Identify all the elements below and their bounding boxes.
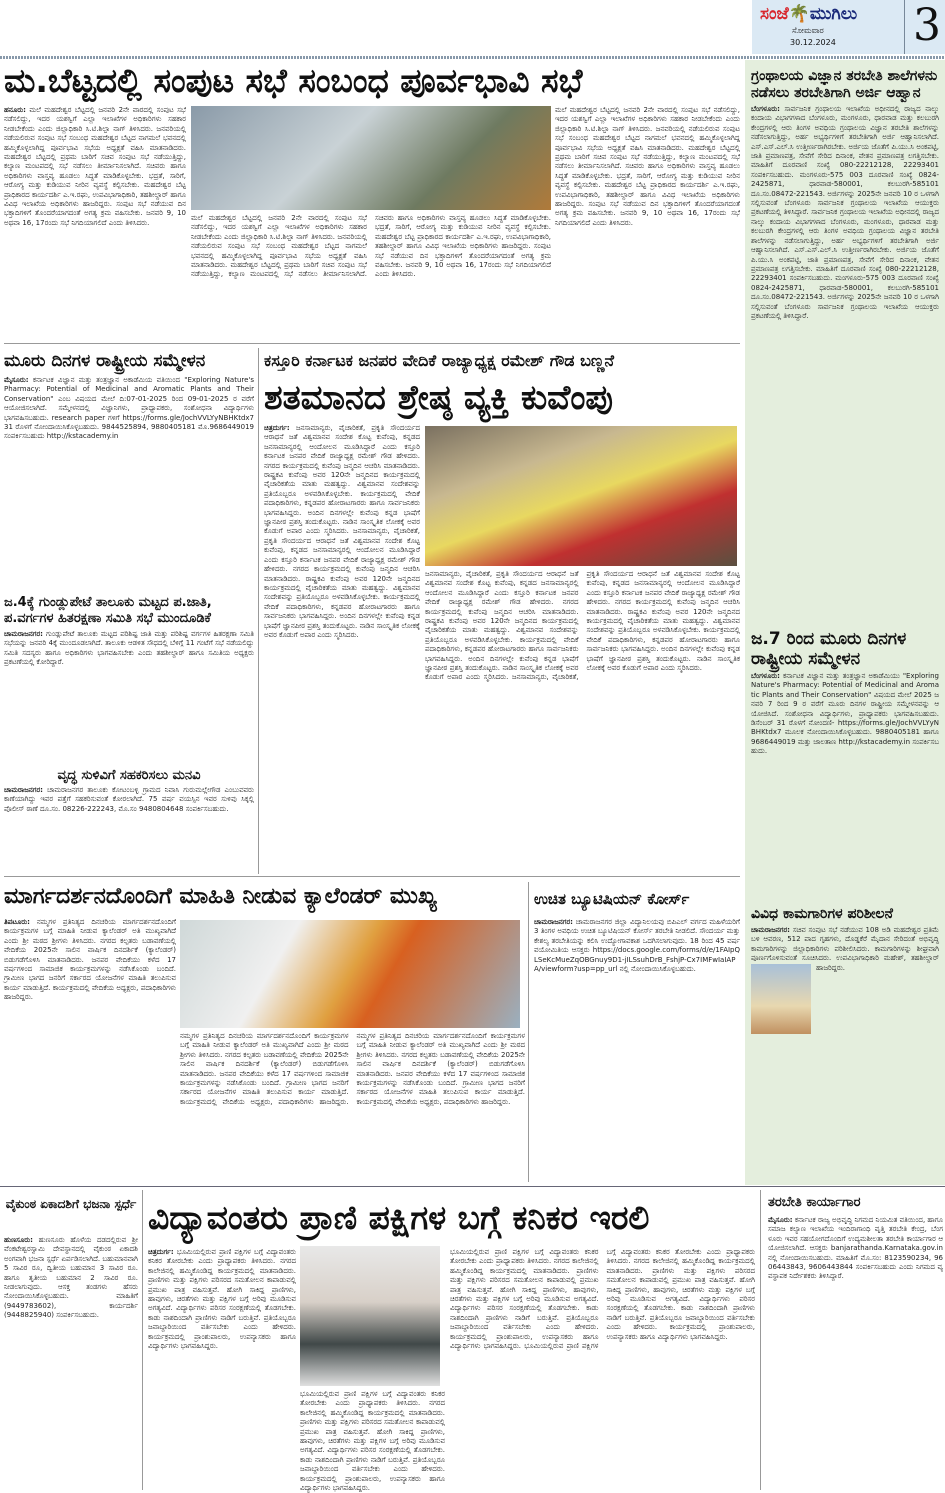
story5-body-col2 xyxy=(425,570,740,874)
sidebar-s1-text: ಸಾರ್ವಜನಿಕ ಗ್ರಂಥಾಲಯ ಇಲಾಖೆಯ ಅಧೀನದಲ್ಲಿ ರಾಜ್ಯದ ನಾಲ್ಕು ಕಂದಾಯ ವಿಭಾಗಗಳಾದ ಬೆಂಗಳೂರು, ಮಂಗಳೂರು, ಧಾರವಾಡ ಮತ್ತು ಕಲಬುರಗಿ ಕೇಂದ್ರಗಳಲ್ಲಿ ಆರು ತಿಂಗಳ ಅವಧಿಯ ಗ್ರಂಥಾಲಯ ವಿಜ್ಞಾನ ತರಬೇತಿ ಶಾಲೆಗಳನ್ನು ನಡೆಸಲಾಗುತ್ತಿದ್ದು, ಅರ್ಹ ಅಭ್ಯರ್ಥಿಗಳಿಗೆ ತರಬೇತಿಗಾಗಿ ಅರ್ಜಿ ಆಹ್ವಾನಿಸಲಾಗಿದೆ. ಎಸ್.ಎಸ್.ಎಲ್.ಸಿ ಉತ್ತೀರ್ಣರಾಗಿರಬೇಕು. ಅರ್ಜಿಯ ಜೊತೆಗೆ ಪಿ.ಯು.ಸಿ ಅಂಕಪಟ್ಟಿ, ಜಾತಿ ಪ್ರಮಾಣಪತ್ರ, ಸೇವೆಗೆ ಸೇರಿದ ದಿನಾಂಕ, ವೇತನ ಪ್ರಮಾಣಪತ್ರ ಲಗತ್ತಿಸಬೇಕು. ಮಾಹಿತಿಗೆ ದೂರವಾಣಿ ಸಂಖ್ಯೆ 080-22212128, 22293401 ಸಂಪರ್ಕಿಸಬಹುದು. ಮಂಗಳೂರು-575 003 ದೂರವಾಣಿ ಸಂಖ್ಯೆ 0824-2425871, ಧಾರವಾಡ-580001, ಕಲಬುರಗಿ-585101 ದೂ.ಸಂ.08472-221543. ಅರ್ಜಿಗಳನ್ನು 2025ನೇ ಜನವರಿ 10 ರ ಒಳಗಾಗಿ ಸಲ್ಲಿಸುವಂತೆ ಬೆಂಗಳೂರು ಸಾರ್ವಜನಿಕ ಗ್ರಂಥಾಲಯ ಇಲಾಖೆಯ ಆಯುಕ್ತರು ಪ್ರಕಟಣೆಯಲ್ಲಿ ತಿಳಿಸಿದ್ದಾರೆ. xyxy=(751,105,939,217)
story1-body-col1 xyxy=(4,106,186,340)
issue-date: 30.12.2024 xyxy=(790,38,836,47)
story5-text-cont2: ಜನಸಾಮಾನ್ಯರು, ವೈಚಾರಿಕತೆ, ಪ್ರಕೃತಿ ಸೌಂದರ್ಯದ ಆರಾಧನೆ ಜತೆ ವಿಶ್ವಮಾನವ ಸಂದೇಶ ಕೊಟ್ಟ ಕುವೆಂಪು, ಕನ್ನಡದ ಜನಸಾಮಾನ್ಯರಲ್ಲಿ ಆಂದೋಲನ ಮೂಡಿಸಿದ್ದಾರೆ ಎಂದು ಕಸ್ತೂರಿ ಕರ್ನಾಟಕ ಜನಪರ ವೇದಿಕೆ ರಾಜ್ಯಾಧ್ಯಕ್ಷ ರಮೇಶ್ ಗೌಡ ಹೇಳಿದರು. ನಗರದ ಕಾರ್ಯಕ್ರಮದಲ್ಲಿ ಕುವೆಂಪು ಜನ್ಮದಿನ ಆಚರಿಸಿ ಮಾತನಾಡಿದರು. ರಾಷ್ಟ್ರಕವಿ ಕುವೆಂಪು ಅವರ 120ನೇ ಜನ್ಮದಿನದ ಕಾರ್ಯಕ್ರಮದಲ್ಲಿ ವೈಚಾರಿಕತೆಯ ಮಾತು ಮಹತ್ವದ್ದು. ವಿಶ್ವಮಾನವ ಸಂದೇಶವನ್ನು ಪ್ರತಿಯೊಬ್ಬರೂ ಅಳವಡಿಸಿಕೊಳ್ಳಬೇಕು. ಕಾರ್ಯಕ್ರಮದಲ್ಲಿ ವೇದಿಕೆ ಪದಾಧಿಕಾರಿಗಳು, ಕನ್ನಡಪರ ಹೋರಾಟಗಾರರು ಹಾಗೂ ಸಾರ್ವಜನಿಕರು ಭಾಗವಹಿಸಿದ್ದರು. ಅಂದಿನ ದಿನಗಳಲ್ಲೇ ಕುವೆಂಪು ಕನ್ನಡ ಭಾಷೆಗೆ ಜ್ಞಾನಪೀಠ ಪ್ರಶಸ್ತಿ ತಂದುಕೊಟ್ಟರು. ನಾಡಿನ ಸಾಂಸ್ಕೃತಿಕ ಲೋಕಕ್ಕೆ ಅವರ ಕೊಡುಗೆ ಅಪಾರ ಎಂದು ಸ್ಮರಿಸಿದರು. xyxy=(425,570,579,682)
story9-headline: ವಿದ್ಯಾವಂತರು ಪ್ರಾಣಿ ಪಕ್ಷಿಗಳ ಬಗ್ಗೆ ಕನಿಕರ ಇರಲಿ xyxy=(148,1198,650,1237)
story7-headline: ಉಚಿತ ಬ್ಯೂಟಿಷಿಯನ್ ಕೋರ್ಸ್ xyxy=(534,890,690,908)
story7-body xyxy=(534,918,740,1180)
story1-text: ಮಲೆ ಮಹದೇಶ್ವರ ಬೆಟ್ಟದಲ್ಲಿ ಜನವರಿ 2ನೇ ವಾರದಲ್ಲಿ ಸಂಪುಟ ಸಭೆ ನಡೆಸಲಿದ್ದು, ಇದರ ಯಶಸ್ವಿಗೆ ಎಲ್ಲಾ ಇಲಾಖೆಗಳ ಅಧಿಕಾರಿಗಳು ಸಹಕಾರ ನೀಡಬೇಕೆಂದು ಎಂದು ಜಿಲ್ಲಾಧಿಕಾರಿ ಸಿ.ಟಿ.ಶಿಲ್ಪಾ ನಾಗ್ ತಿಳಿಸಿದರು. ಜನವರಿಯಲ್ಲಿ ನಡೆಯಲಿರುವ ಸಂಪುಟ ಸಭೆ ಸಂಬಂಧ ಮಹದೇಶ್ವರ ಬೆಟ್ಟದ ನಾಗಮಲೆ ಭವನದಲ್ಲಿ ಹಮ್ಮಿಕೊಳ್ಳಲಾಗಿದ್ದ ಪೂರ್ವಭಾವಿ ಸಭೆಯ ಅಧ್ಯಕ್ಷತೆ ವಹಿಸಿ ಮಾತನಾಡಿದರು. ಮಹದೇಶ್ವರ ಬೆಟ್ಟದಲ್ಲಿ ಪ್ರಥಮ ಬಾರಿಗೆ ಸಚಿವ ಸಂಪುಟ ಸಭೆ ನಡೆಯುತ್ತಿದ್ದು, ಕಲ್ಯಾಣ ಮಂಟಪದಲ್ಲಿ ಸಭೆ ನಡೆಸಲು ತೀರ್ಮಾನಿಸಲಾಗಿದೆ. ಸಚಿವರು ಹಾಗೂ ಅಧಿಕಾರಿಗಳು ವಾಸ್ತವ್ಯ ಹೂಡಲು ಸಿದ್ಧತೆ ಮಾಡಿಕೊಳ್ಳಬೇಕು. ಭದ್ರತೆ, ಸಾರಿಗೆ, ಆರೋಗ್ಯ ಮತ್ತು ಕುಡಿಯುವ ನೀರಿನ ವ್ಯವಸ್ಥೆ ಕಲ್ಪಿಸಬೇಕು. ಮಹದೇಶ್ವರ ಬೆಟ್ಟ ಪ್ರಾಧಿಕಾರದ ಕಾರ್ಯದರ್ಶಿ ಎ.ಇ.ರಘು, ಉಪವಿಭಾಗಾಧಿಕಾರಿ, ತಹಶೀಲ್ದಾರ್ ಹಾಗೂ ವಿವಿಧ ಇಲಾಖೆಯ ಅಧಿಕಾರಿಗಳು ಹಾಜರಿದ್ದರು. ಸಂಪುಟ ಸಭೆ ನಡೆಯುವ ದಿನ ಭಕ್ತಾದಿಗಳಿಗೆ ತೊಂದರೆಯಾಗದಂತೆ ಅಗತ್ಯ ಕ್ರಮ ವಹಿಸಬೇಕು. ಜನವರಿ 9, 10 ಅಥವಾ 16, 17ರಂದು ಸಭೆ ನಿಗದಿಯಾಗಲಿದೆ ಎಂದು ತಿಳಿಸಿದರು. xyxy=(4,106,186,227)
story8-body xyxy=(4,1236,138,1486)
story6-headline: ಮಾರ್ಗದರ್ಶನದೊಂದಿಗೆ ಮಾಹಿತಿ ನೀಡುವ ಕ್ಯಾಲೆಂಡರ್ ಮುಖ್ಯ xyxy=(4,884,437,909)
story2-headline: ಮೂರು ದಿನಗಳ ರಾಷ್ಟ್ರೀಯ ಸಮ್ಮೇಳನ xyxy=(4,351,206,371)
dateline: ಹನೂರು: xyxy=(4,106,26,114)
story9-photo xyxy=(300,1246,440,1386)
story1-headline: ಮ.ಬೆಟ್ಟದಲ್ಲಿ ಸಂಪುಟ ಸಭೆ ಸಂಬಂಧ ಪೂರ್ವಭಾವಿ ಸಭೆ xyxy=(4,61,583,100)
dateline: ತಿಪಟೂರು: xyxy=(4,918,30,926)
story6-text: ನಮ್ಮಗಳ ಪ್ರತಿನಿತ್ಯದ ದಿನಚರಿಯ ಮಾರ್ಗದರ್ಶನದೊಂದಿಗೆ ಕಾರ್ಯಕ್ರಮಗಳ ಬಗ್ಗೆ ಮಾಹಿತಿ ನೀಡುವ ಕ್ಯಾಲೆಂಡರ್ ಅತಿ ಮುಖ್ಯವಾಗಿದೆ ಎಂದು ಶ್ರೀ ಮಠದ ಶ್ರೀಗಳು ತಿಳಿಸಿದರು. ನಗರದ ಕಲ್ಪತರು ಬಡಾವಣೆಯಲ್ಲಿ ವೇದಿಕೆಯ 2025ನೇ ಸಾಲಿನ ವಾರ್ಷಿಕ ದಿನದರ್ಶಿಕೆ (ಕ್ಯಾಲೆಂಡರ್) ಬಿಡುಗಡೆಗೊಳಿಸಿ ಮಾತನಾಡಿದರು. ಜನಪರ ವೇದಿಕೆಯು ಕಳೆದ 17 ವರ್ಷಗಳಿಂದ ಸಾಮಾಜಿಕ ಕಾರ್ಯಕ್ರಮಗಳನ್ನು ನಡೆಸಿಕೊಂಡು ಬಂದಿದೆ. ಗ್ರಾಮೀಣ ಭಾಗದ ಜನರಿಗೆ ಸರ್ಕಾರದ ಯೋಜನೆಗಳ ಮಾಹಿತಿ ತಲುಪಿಸುವ ಕಾರ್ಯ ಮಾಡುತ್ತಿದೆ. ಕಾರ್ಯಕ್ರಮದಲ್ಲಿ ವೇದಿಕೆಯ ಅಧ್ಯಕ್ಷರು, ಪದಾಧಿಕಾರಿಗಳು ಹಾಜರಿದ್ದರು. xyxy=(4,918,177,1002)
story2-body xyxy=(4,376,254,590)
story8-headline: ವೈಕುಂಠ ಏಕಾದಶಿಗೆ ಭಜನಾ ಸ್ಪರ್ಧೆ xyxy=(5,1197,137,1211)
story1-body-col3 xyxy=(555,106,740,340)
story4-text: ಚಾಮರಾಜನಗರ ತಾಲೂಕು ಕೋಟಂಬಳ್ಳಿ ಗ್ರಾಮದ ನಿವಾಸಿ ಗುರುಮಲ್ಲೇಗೌಡ ಎಂಬುವವರು ಕಾಣೆಯಾಗಿದ್ದು ಇವರ ಪತ್ತೆಗೆ ಸಹಕರಿಸುವಂತೆ ಕೋರಲಾಗಿದೆ. 75 ವರ್ಷ ವಯಸ್ಸಿನ ಇವರ ಸುಳಿವು ಸಿಕ್ಕಲ್ಲಿ ಪೊಲೀಸ್ ಠಾಣೆ ದೂ.ಸಂ. 08226-222243, ಮೊ.ಸಂ 9480804648 ಸಂಪರ್ಕಿಸಬಹುದು. xyxy=(4,786,254,813)
dateline: ಮೈಸೂರು: xyxy=(768,1216,793,1224)
story1-body-col2 xyxy=(191,214,551,340)
story8-text: ಹುಣಸೂರು ಹೊಳೆಯ ದಡದಲ್ಲಿರುವ ಶ್ರೀ ವೆಂಕಟೇಶ್ವರಸ್ವಾಮಿ ದೇವಸ್ಥಾನದಲ್ಲಿ ವೈಕುಂಠ ಏಕಾದಶಿ ಅಂಗವಾಗಿ ಭಜನಾ ಸ್ಪರ್ಧೆ ಏರ್ಪಡಿಸಲಾಗಿದೆ. ಬಹುಮಾನವಾಗಿ 5 ಸಾವಿರ ರೂ, ದ್ವಿತೀಯ ಬಹುಮಾನ 3 ಸಾವಿರ ರೂ. ಹಾಗೂ ತೃತೀಯ ಬಹುಮಾನ 2 ಸಾವಿರ ರೂ. ನೀಡಲಾಗುವುದು. ಆಸಕ್ತ ತಂಡಗಳು ಹೆಸರು ನೋಂದಾಯಿಸಿಕೊಳ್ಳಬಹುದು. ಮಾಹಿತಿಗೆ (9449783602), ಕಾರ್ಯದರ್ಶಿ (9448825940) ಸಂಪರ್ಕಿಸಬಹುದು. xyxy=(4,1236,138,1320)
sidebar-s1-text-cont: ಸಾರ್ವಜನಿಕ ಗ್ರಂಥಾಲಯ ಇಲಾಖೆಯ ಅಧೀನದಲ್ಲಿ ರಾಜ್ಯದ ನಾಲ್ಕು ಕಂದಾಯ ವಿಭಾಗಗಳಾದ ಬೆಂಗಳೂರು, ಮಂಗಳೂರು, ಧಾರವಾಡ ಮತ್ತು ಕಲಬುರಗಿ ಕೇಂದ್ರಗಳಲ್ಲಿ ಆರು ತಿಂಗಳ ಅವಧಿಯ ಗ್ರಂಥಾಲಯ ವಿಜ್ಞಾನ ತರಬೇತಿ ಶಾಲೆಗಳನ್ನು ನಡೆಸಲಾಗುತ್ತಿದ್ದು, ಅರ್ಹ ಅಭ್ಯರ್ಥಿಗಳಿಗೆ ತರಬೇತಿಗಾಗಿ ಅರ್ಜಿ ಆಹ್ವಾನಿಸಲಾಗಿದೆ. ಎಸ್.ಎಸ್.ಎಲ್.ಸಿ ಉತ್ತೀರ್ಣರಾಗಿರಬೇಕು. ಅರ್ಜಿಯ ಜೊತೆಗೆ ಪಿ.ಯು.ಸಿ ಅಂಕಪಟ್ಟಿ, ಜಾತಿ ಪ್ರಮಾಣಪತ್ರ, ಸೇವೆಗೆ ಸೇರಿದ ದಿನಾಂಕ, ವೇತನ ಪ್ರಮಾಣಪತ್ರ ಲಗತ್ತಿಸಬೇಕು. ಮಾಹಿತಿಗೆ ದೂರವಾಣಿ ಸಂಖ್ಯೆ 080-22212128, 22293401 ಸಂಪರ್ಕಿಸಬಹುದು. ಮಂಗಳೂರು-575 003 ದೂರವಾಣಿ ಸಂಖ್ಯೆ 0824-2425871, ಧಾರವಾಡ-580001, ಕಲಬುರಗಿ-585101 ದೂ.ಸಂ.08472-221543. ಅರ್ಜಿಗಳನ್ನು 2025ನೇ ಜನವರಿ 10 ರ ಒಳಗಾಗಿ ಸಲ್ಲಿಸುವಂತೆ ಬೆಂಗಳೂರು ಸಾರ್ವಜನಿಕ ಗ್ರಂಥಾಲಯ ಇಲಾಖೆಯ ಆಯುಕ್ತರು ಪ್ರಕಟಣೆಯಲ್ಲಿ ತಿಳಿಸಿದ್ದಾರೆ. xyxy=(751,208,939,320)
sidebar-s1-headline: ಗ್ರಂಥಾಲಯ ವಿಜ್ಞಾನ ತರಬೇತಿ ಶಾಲೆಗಳನು ನಡೆಸಲು ತರಬೇತಿಗಾಗಿ ಅರ್ಜಿ ಆಹ್ವಾನ xyxy=(751,68,938,101)
dateline: ಚಾಮರಾಜನಗರ: xyxy=(534,918,573,926)
issue-day: ಸೋಮವಾರ xyxy=(792,26,824,35)
sidebar-bottom-headline: ತರಬೇತಿ ಕಾರ್ಯಾಗಾರ xyxy=(768,1195,861,1210)
dateline: ಮೈಸೂರು: xyxy=(4,376,29,384)
dateline: ಬೆಂಗಳೂರು: xyxy=(751,672,780,680)
story6-body-col1 xyxy=(4,918,176,1180)
story5-text-cont: ಜನಸಾಮಾನ್ಯರು, ವೈಚಾರಿಕತೆ, ಪ್ರಕೃತಿ ಸೌಂದರ್ಯದ ಆರಾಧನೆ ಜತೆ ವಿಶ್ವಮಾನವ ಸಂದೇಶ ಕೊಟ್ಟ ಕುವೆಂಪು, ಕನ್ನಡದ ಜನಸಾಮಾನ್ಯರಲ್ಲಿ ಆಂದೋಲನ ಮೂಡಿಸಿದ್ದಾರೆ ಎಂದು ಕಸ್ತೂರಿ ಕರ್ನಾಟಕ ಜನಪರ ವೇದಿಕೆ ರಾಜ್ಯಾಧ್ಯಕ್ಷ ರಮೇಶ್ ಗೌಡ ಹೇಳಿದರು. ನಗರದ ಕಾರ್ಯಕ್ರಮದಲ್ಲಿ ಕುವೆಂಪು ಜನ್ಮದಿನ ಆಚರಿಸಿ ಮಾತನಾಡಿದರು. ರಾಷ್ಟ್ರಕವಿ ಕುವೆಂಪು ಅವರ 120ನೇ ಜನ್ಮದಿನದ ಕಾರ್ಯಕ್ರಮದಲ್ಲಿ ವೈಚಾರಿಕತೆಯ ಮಾತು ಮಹತ್ವದ್ದು. ವಿಶ್ವಮಾನವ ಸಂದೇಶವನ್ನು ಪ್ರತಿಯೊಬ್ಬರೂ ಅಳವಡಿಸಿಕೊಳ್ಳಬೇಕು. ಕಾರ್ಯಕ್ರಮದಲ್ಲಿ ವೇದಿಕೆ ಪದಾಧಿಕಾರಿಗಳು, ಕನ್ನಡಪರ ಹೋರಾಟಗಾರರು ಹಾಗೂ ಸಾರ್ವಜನಿಕರು ಭಾಗವಹಿಸಿದ್ದರು. ಅಂದಿನ ದಿನಗಳಲ್ಲೇ ಕುವೆಂಪು ಕನ್ನಡ ಭಾಷೆಗೆ ಜ್ಞಾನಪೀಠ ಪ್ರಶಸ್ತಿ ತಂದುಕೊಟ್ಟರು. ನಾಡಿನ ಸಾಂಸ್ಕೃತಿಕ ಲೋಕಕ್ಕೆ ಅವರ ಕೊಡುಗೆ ಅಪಾರ ಎಂದು ಸ್ಮರಿಸಿದರು. xyxy=(264,527,420,639)
story9-text: ಭೂಮಿಯಲ್ಲಿರುವ ಪ್ರಾಣಿ ಪಕ್ಷಿಗಳ ಬಗ್ಗೆ ವಿದ್ಯಾವಂತರು ಕನಿಕರ ತೋರಬೇಕು ಎಂದು ಪ್ರಾಧ್ಯಾಪಕರು ತಿಳಿಸಿದರು. ನಗರದ ಕಾಲೇಜಿನಲ್ಲಿ ಹಮ್ಮಿಕೊಂಡಿದ್ದ ಕಾರ್ಯಕ್ರಮದಲ್ಲಿ ಮಾತನಾಡಿದರು. ಪ್ರಾಣಿಗಳು ಮತ್ತು ಪಕ್ಷಿಗಳು ಪರಿಸರದ ಸಮತೋಲನ ಕಾಪಾಡುವಲ್ಲಿ ಪ್ರಮುಖ ಪಾತ್ರ ವಹಿಸುತ್ತವೆ. ಹೋಗಿ ಸಾಕಿದ್ದ ಪ್ರಾಣಿಗಳು, ಹಾವುಗಳು, ಚಿರತೆಗಳು ಮತ್ತು ಪಕ್ಷಿಗಳ ಬಗ್ಗೆ ಅರಿವು ಮೂಡಿಸುವ ಅಗತ್ಯವಿದೆ. ವಿದ್ಯಾರ್ಥಿಗಳು ಪರಿಸರ ಸಂರಕ್ಷಣೆಯಲ್ಲಿ ತೊಡಗಬೇಕು. ಕಾಡು ನಾಶದಿಂದಾಗಿ ಪ್ರಾಣಿಗಳು ನಾಡಿಗೆ ಬರುತ್ತಿವೆ. ಪ್ರತಿಯೊಬ್ಬರೂ ಜವಾಬ್ದಾರಿಯಿಂದ ವರ್ತಿಸಬೇಕು ಎಂದು ಹೇಳಿದರು. ಕಾರ್ಯಕ್ರಮದಲ್ಲಿ ಪ್ರಾಂಶುಪಾಲರು, ಉಪನ್ಯಾಸಕರು ಹಾಗೂ ವಿದ್ಯಾರ್ಥಿಗಳು ಭಾಗವಹಿಸಿದ್ದರು. xyxy=(148,1248,296,1351)
story7-text: ಚಾಮರಾಜನಗರ ಜಿಲ್ಲಾ ವಿದ್ಯಾನಿಲಯವು ಬಿಪಿಎಲ್ ವರ್ಗದ ಮಹಿಳೆಯರಿಗೆ 3 ತಿಂಗಳ ಅವಧಿಯ ಉಚಿತ ಬ್ಯೂಟಿಷಿಯನ್ ಕೋರ್ಸ್ ತರಬೇತಿ ನೀಡಲಿದೆ. ಸೌಂದರ್ಯ ಮತ್ತು ಕೇಶಲ್ಯ ತರಬೇತಿಯನ್ನು ಕಲಿಸಿ ಉದ್ಯೋಗಾವಕಾಶ ಒದಗಿಸಲಾಗುವುದು. 18 ರಿಂದ 45 ವರ್ಷ ವಯೋಮಿತಿಯ ಆಸಕ್ತರು https://docs.google.com/forms/d/e/1FAIpQLSeKcMueZqOBGnuy9D1-jILSsuhDrB_FshjP-Cx7IMFwIaIAPA/viewform?usp=pp_url ನಲ್ಲಿ ನೋಂದಾಯಿಸಿಕೊಳ್ಳಬಹುದು. xyxy=(534,918,740,974)
story9-text-cont: ಭೂಮಿಯಲ್ಲಿರುವ ಪ್ರಾಣಿ ಪಕ್ಷಿಗಳ ಬಗ್ಗೆ ವಿದ್ಯಾವಂತರು ಕನಿಕರ ತೋರಬೇಕು ಎಂದು ಪ್ರಾಧ್ಯಾಪಕರು ತಿಳಿಸಿದರು. ನಗರದ ಕಾಲೇಜಿನಲ್ಲಿ ಹಮ್ಮಿಕೊಂಡಿದ್ದ ಕಾರ್ಯಕ್ರಮದಲ್ಲಿ ಮಾತನಾಡಿದರು. ಪ್ರಾಣಿಗಳು ಮತ್ತು ಪಕ್ಷಿಗಳು ಪರಿಸರದ ಸಮತೋಲನ ಕಾಪಾಡುವಲ್ಲಿ ಪ್ರಮುಖ ಪಾತ್ರ ವಹಿಸುತ್ತವೆ. ಹೋಗಿ ಸಾಕಿದ್ದ ಪ್ರಾಣಿಗಳು, ಹಾವುಗಳು, ಚಿರತೆಗಳು ಮತ್ತು ಪಕ್ಷಿಗಳ ಬಗ್ಗೆ ಅರಿವು ಮೂಡಿಸುವ ಅಗತ್ಯವಿದೆ. ವಿದ್ಯಾರ್ಥಿಗಳು ಪರಿಸರ ಸಂರಕ್ಷಣೆಯಲ್ಲಿ ತೊಡಗಬೇಕು. ಕಾಡು ನಾಶದಿಂದಾಗಿ ಪ್ರಾಣಿಗಳು ನಾಡಿಗೆ ಬರುತ್ತಿವೆ. ಪ್ರತಿಯೊಬ್ಬರೂ ಜವಾಬ್ದಾರಿಯಿಂದ ವರ್ತಿಸಬೇಕು ಎಂದು ಹೇಳಿದರು. ಕಾರ್ಯಕ್ರಮದಲ್ಲಿ ಪ್ರಾಂಶುಪಾಲರು, ಉಪನ್ಯಾಸಕರು ಹಾಗೂ ವಿದ್ಯಾರ್ಥಿಗಳು ಭಾಗವಹಿಸಿದ್ದರು. xyxy=(300,1390,445,1493)
dateline: ಚಾಮರಾಜನಗರ: xyxy=(4,630,43,638)
story2-text: ಕರ್ನಾಟಕ ವಿಜ್ಞಾನ ಮತ್ತು ತಂತ್ರಜ್ಞಾನ ಅಕಾಡೆಮಿಯ ವತಿಯಿಂದ "Exploring Nature's Pharmacy: Potential of Medicinal and Aromatic Plants and Their Conservation" ಎಂಬ ವಿಷಯದ ಮೇಲೆ ದಿ:07-01-2025 ರಿಂದ 09-01-2025 ರ ವರೆಗೆ ಆಯೋಜಿಸಲಾಗಿದೆ. ಸಮ್ಮೇಳನದಲ್ಲಿ ವಿಜ್ಞಾನಿಗಳು, ಪ್ರಾಧ್ಯಾಪಕರು, ಸಂಶೋಧನಾ ವಿದ್ಯಾರ್ಥಿಗಳು ಭಾಗವಹಿಸಬಹುದು. research paper ಗಳಿಗೆ https://forms.gle/JochVVLYyNBHKtdx7 31 ರೊಳಗೆ ನೋಂದಾಯಿಸಿಕೊಳ್ಳಬಹುದು. 9844525894, 9880405181 ಮೊ.9686449019 ಸಂಪರ್ಕಿಸಬಹುದು http://kstacademy.in xyxy=(4,376,254,441)
divider xyxy=(0,1186,945,1187)
story5-body-col1 xyxy=(264,424,420,874)
statue-photo xyxy=(751,964,811,1034)
story9-body-col2 xyxy=(300,1390,445,1493)
top-rule xyxy=(0,56,945,59)
story4-body xyxy=(4,786,254,870)
story5-kicker: ಕಸ್ತೂರಿ ಕರ್ನಾಟಕ ಜನಪರ ವೇದಿಕೆ ರಾಜ್ಯಾಧ್ಯಕ್ಷ ರಮೇಶ್ ಗೌಡ ಬಣ್ಣನೆ xyxy=(264,351,615,370)
sidebar-s3 xyxy=(751,926,939,1096)
masthead xyxy=(752,0,945,54)
dateline: ಹುಣಸೂರು: xyxy=(4,1236,33,1244)
dateline: ಚಿತ್ರದುರ್ಗ: xyxy=(148,1248,174,1256)
sidebar-s2-headline: ಜ.7 ರಿಂದ ಮೂರು ದಿನಗಳ ರಾಷ್ಟ್ರೀಯ ಸಮ್ಮೇಳನ xyxy=(751,629,907,669)
sidebar-s3-headline: ವಿವಿಧ ಕಾಮಗಾರಿಗಳ ಪರಿಶೀಲನೆ xyxy=(751,906,893,922)
story6-photo xyxy=(180,920,520,1028)
story6-text-cont2: ನಮ್ಮಗಳ ಪ್ರತಿನಿತ್ಯದ ದಿನಚರಿಯ ಮಾರ್ಗದರ್ಶನದೊಂದಿಗೆ ಕಾರ್ಯಕ್ರಮಗಳ ಬಗ್ಗೆ ಮಾಹಿತಿ ನೀಡುವ ಕ್ಯಾಲೆಂಡರ್ ಅತಿ ಮುಖ್ಯವಾಗಿದೆ ಎಂದು ಶ್ರೀ ಮಠದ ಶ್ರೀಗಳು ತಿಳಿಸಿದರು. ನಗರದ ಕಲ್ಪತರು ಬಡಾವಣೆಯಲ್ಲಿ ವೇದಿಕೆಯ 2025ನೇ ಸಾಲಿನ ವಾರ್ಷಿಕ ದಿನದರ್ಶಿಕೆ (ಕ್ಯಾಲೆಂಡರ್) ಬಿಡುಗಡೆಗೊಳಿಸಿ ಮಾತನಾಡಿದರು. ಜನಪರ ವೇದಿಕೆಯು ಕಳೆದ 17 ವರ್ಷಗಳಿಂದ ಸಾಮಾಜಿಕ ಕಾರ್ಯಕ್ರಮಗಳನ್ನು ನಡೆಸಿಕೊಂಡು ಬಂದಿದೆ. ಗ್ರಾಮೀಣ ಭಾಗದ ಜನರಿಗೆ ಸರ್ಕಾರದ ಯೋಜನೆಗಳ ಮಾಹಿತಿ ತಲುಪಿಸುವ ಕಾರ್ಯ ಮಾಡುತ್ತಿದೆ. ಕಾರ್ಯಕ್ರಮದಲ್ಲಿ ವೇದಿಕೆಯ ಅಧ್ಯಕ್ಷರು, ಪದಾಧಿಕಾರಿಗಳು ಹಾಜರಿದ್ದರು. xyxy=(356,1032,525,1106)
story9-text-cont2: ಭೂಮಿಯಲ್ಲಿರುವ ಪ್ರಾಣಿ ಪಕ್ಷಿಗಳ ಬಗ್ಗೆ ವಿದ್ಯಾವಂತರು ಕನಿಕರ ತೋರಬೇಕು ಎಂದು ಪ್ರಾಧ್ಯಾಪಕರು ತಿಳಿಸಿದರು. ನಗರದ ಕಾಲೇಜಿನಲ್ಲಿ ಹಮ್ಮಿಕೊಂಡಿದ್ದ ಕಾರ್ಯಕ್ರಮದಲ್ಲಿ ಮಾತನಾಡಿದರು. ಪ್ರಾಣಿಗಳು ಮತ್ತು ಪಕ್ಷಿಗಳು ಪರಿಸರದ ಸಮತೋಲನ ಕಾಪಾಡುವಲ್ಲಿ ಪ್ರಮುಖ ಪಾತ್ರ ವಹಿಸುತ್ತವೆ. ಹೋಗಿ ಸಾಕಿದ್ದ ಪ್ರಾಣಿಗಳು, ಹಾವುಗಳು, ಚಿರತೆಗಳು ಮತ್ತು ಪಕ್ಷಿಗಳ ಬಗ್ಗೆ ಅರಿವು ಮೂಡಿಸುವ ಅಗತ್ಯವಿದೆ. ವಿದ್ಯಾರ್ಥಿಗಳು ಪರಿಸರ ಸಂರಕ್ಷಣೆಯಲ್ಲಿ ತೊಡಗಬೇಕು. ಕಾಡು ನಾಶದಿಂದಾಗಿ ಪ್ರಾಣಿಗಳು ನಾಡಿಗೆ ಬರುತ್ತಿವೆ. ಪ್ರತಿಯೊಬ್ಬರೂ ಜವಾಬ್ದಾರಿಯಿಂದ ವರ್ತಿಸಬೇಕು ಎಂದು ಹೇಳಿದರು. ಕಾರ್ಯಕ್ರಮದಲ್ಲಿ ಪ್ರಾಂಶುಪಾಲರು, ಉಪನ್ಯಾಸಕರು ಹಾಗೂ ವಿದ್ಯಾರ್ಥಿಗಳು ಭಾಗವಹಿಸಿದ್ದರು. xyxy=(450,1248,599,1351)
sidebar-s1-body xyxy=(751,105,939,625)
story5-photo xyxy=(425,426,737,566)
sidebar-s2-text: ಕರ್ನಾಟಕ ವಿಜ್ಞಾನ ಮತ್ತು ತಂತ್ರಜ್ಞಾನ ಅಕಾಡೆಮಿಯು "Exploring Nature's Pharmacy: Potential of Medicinal and Aromatic Plants and Their Conservation" ವಿಷಯದ ಮೇಲೆ 2025 ಜನವರಿ 7 ರಿಂದ 9 ರ ವರೆಗೆ ಮೂರು ದಿನಗಳ ರಾಷ್ಟ್ರೀಯ ಸಮ್ಮೇಳನವನ್ನು ಆಯೋಜಿಸಿದೆ. ಸಂಶೋಧನಾ ವಿದ್ಯಾರ್ಥಿಗಳು, ಪ್ರಾಧ್ಯಾಪಕರು ಭಾಗವಹಿಸಬಹುದು. ಡಿಸೆಂಬರ್ 31 ರೊಳಗೆ ನೋಂದಣಿ- https://forms.gle/JochVVLYyNBHKtdx7 ಮೂಲಕ ನೋಂದಾಯಿಸಿಕೊಳ್ಳಬಹುದು. 9880405181 ಹಾಗೂ 9686449019 ಮತ್ತು ಜಾಲತಾಣ http://kstacademy.in ಸಂಪರ್ಕಿಸಬಹುದು. xyxy=(751,672,939,756)
dateline: ಚಾಮರಾಜನಗರ: xyxy=(751,926,790,934)
divider xyxy=(4,343,740,344)
divider xyxy=(760,1190,761,1490)
story1-text-cont2: ಮಲೆ ಮಹದೇಶ್ವರ ಬೆಟ್ಟದಲ್ಲಿ ಜನವರಿ 2ನೇ ವಾರದಲ್ಲಿ ಸಂಪುಟ ಸಭೆ ನಡೆಸಲಿದ್ದು, ಇದರ ಯಶಸ್ವಿಗೆ ಎಲ್ಲಾ ಇಲಾಖೆಗಳ ಅಧಿಕಾರಿಗಳು ಸಹಕಾರ ನೀಡಬೇಕೆಂದು ಎಂದು ಜಿಲ್ಲಾಧಿಕಾರಿ ಸಿ.ಟಿ.ಶಿಲ್ಪಾ ನಾಗ್ ತಿಳಿಸಿದರು. ಜನವರಿಯಲ್ಲಿ ನಡೆಯಲಿರುವ ಸಂಪುಟ ಸಭೆ ಸಂಬಂಧ ಮಹದೇಶ್ವರ ಬೆಟ್ಟದ ನಾಗಮಲೆ ಭವನದಲ್ಲಿ ಹಮ್ಮಿಕೊಳ್ಳಲಾಗಿದ್ದ ಪೂರ್ವಭಾವಿ ಸಭೆಯ ಅಧ್ಯಕ್ಷತೆ ವಹಿಸಿ ಮಾತನಾಡಿದರು. ಮಹದೇಶ್ವರ ಬೆಟ್ಟದಲ್ಲಿ ಪ್ರಥಮ ಬಾರಿಗೆ ಸಚಿವ ಸಂಪುಟ ಸಭೆ ನಡೆಯುತ್ತಿದ್ದು, ಕಲ್ಯಾಣ ಮಂಟಪದಲ್ಲಿ ಸಭೆ ನಡೆಸಲು ತೀರ್ಮಾನಿಸಲಾಗಿದೆ. ಸಚಿವರು ಹಾಗೂ ಅಧಿಕಾರಿಗಳು ವಾಸ್ತವ್ಯ ಹೂಡಲು ಸಿದ್ಧತೆ ಮಾಡಿಕೊಳ್ಳಬೇಕು. ಭದ್ರತೆ, ಸಾರಿಗೆ, ಆರೋಗ್ಯ ಮತ್ತು ಕುಡಿಯುವ ನೀರಿನ ವ್ಯವಸ್ಥೆ ಕಲ್ಪಿಸಬೇಕು. ಮಹದೇಶ್ವರ ಬೆಟ್ಟ ಪ್ರಾಧಿಕಾರದ ಕಾರ್ಯದರ್ಶಿ ಎ.ಇ.ರಘು, ಉಪವಿಭಾಗಾಧಿಕಾರಿ, ತಹಶೀಲ್ದಾರ್ ಹಾಗೂ ವಿವಿಧ ಇಲಾಖೆಯ ಅಧಿಕಾರಿಗಳು ಹಾಜರಿದ್ದರು. ಸಂಪುಟ ಸಭೆ ನಡೆಯುವ ದಿನ ಭಕ್ತಾದಿಗಳಿಗೆ ತೊಂದರೆಯಾಗದಂತೆ ಅಗತ್ಯ ಕ್ರಮ ವಹಿಸಬೇಕು. ಜನವರಿ 9, 10 ಅಥವಾ 16, 17ರಂದು ಸಭೆ ನಿಗದಿಯಾಗಲಿದೆ ಎಂದು ತಿಳಿಸಿದರು. xyxy=(555,106,740,227)
newspaper-logo: ಸಂಜೆ🌴ಮುಗಿಲು xyxy=(760,4,858,24)
story6-text-cont: ನಮ್ಮಗಳ ಪ್ರತಿನಿತ್ಯದ ದಿನಚರಿಯ ಮಾರ್ಗದರ್ಶನದೊಂದಿಗೆ ಕಾರ್ಯಕ್ರಮಗಳ ಬಗ್ಗೆ ಮಾಹಿತಿ ನೀಡುವ ಕ್ಯಾಲೆಂಡರ್ ಅತಿ ಮುಖ್ಯವಾಗಿದೆ ಎಂದು ಶ್ರೀ ಮಠದ ಶ್ರೀಗಳು ತಿಳಿಸಿದರು. ನಗರದ ಕಲ್ಪತರು ಬಡಾವಣೆಯಲ್ಲಿ ವೇದಿಕೆಯ 2025ನೇ ಸಾಲಿನ ವಾರ್ಷಿಕ ದಿನದರ್ಶಿಕೆ (ಕ್ಯಾಲೆಂಡರ್) ಬಿಡುಗಡೆಗೊಳಿಸಿ ಮಾತನಾಡಿದರು. ಜನಪರ ವೇದಿಕೆಯು ಕಳೆದ 17 ವರ್ಷಗಳಿಂದ ಸಾಮಾಜಿಕ ಕಾರ್ಯಕ್ರಮಗಳನ್ನು ನಡೆಸಿಕೊಂಡು ಬಂದಿದೆ. ಗ್ರಾಮೀಣ ಭಾಗದ ಜನರಿಗೆ ಸರ್ಕಾರದ ಯೋಜನೆಗಳ ಮಾಹಿತಿ ತಲುಪಿಸುವ ಕಾರ್ಯ ಮಾಡುತ್ತಿದೆ. ಕಾರ್ಯಕ್ರಮದಲ್ಲಿ ವೇದಿಕೆಯ ಅಧ್ಯಕ್ಷರು, ಪದಾಧಿಕಾರಿಗಳು ಹಾಜರಿದ್ದರು. xyxy=(180,1032,349,1106)
page-number: 3 xyxy=(904,0,941,54)
divider xyxy=(258,348,259,874)
dateline: ಚಾಮರಾಜನಗರ: xyxy=(4,786,43,794)
divider xyxy=(528,882,529,1182)
story5-headline: ಶತಮಾನದ ಶ್ರೇಷ್ಠ ವ್ಯಕ್ತಿ ಕುವೆಂಪು xyxy=(264,378,614,418)
story1-text-cont: ಮಲೆ ಮಹದೇಶ್ವರ ಬೆಟ್ಟದಲ್ಲಿ ಜನವರಿ 2ನೇ ವಾರದಲ್ಲಿ ಸಂಪುಟ ಸಭೆ ನಡೆಸಲಿದ್ದು, ಇದರ ಯಶಸ್ವಿಗೆ ಎಲ್ಲಾ ಇಲಾಖೆಗಳ ಅಧಿಕಾರಿಗಳು ಸಹಕಾರ ನೀಡಬೇಕೆಂದು ಎಂದು ಜಿಲ್ಲಾಧಿಕಾರಿ ಸಿ.ಟಿ.ಶಿಲ್ಪಾ ನಾಗ್ ತಿಳಿಸಿದರು. ಜನವರಿಯಲ್ಲಿ ನಡೆಯಲಿರುವ ಸಂಪುಟ ಸಭೆ ಸಂಬಂಧ ಮಹದೇಶ್ವರ ಬೆಟ್ಟದ ನಾಗಮಲೆ ಭವನದಲ್ಲಿ ಹಮ್ಮಿಕೊಳ್ಳಲಾಗಿದ್ದ ಪೂರ್ವಭಾವಿ ಸಭೆಯ ಅಧ್ಯಕ್ಷತೆ ವಹಿಸಿ ಮಾತನಾಡಿದರು. ಮಹದೇಶ್ವರ ಬೆಟ್ಟದಲ್ಲಿ ಪ್ರಥಮ ಬಾರಿಗೆ ಸಚಿವ ಸಂಪುಟ ಸಭೆ ನಡೆಯುತ್ತಿದ್ದು, ಕಲ್ಯಾಣ ಮಂಟಪದಲ್ಲಿ ಸಭೆ ನಡೆಸಲು ತೀರ್ಮಾನಿಸಲಾಗಿದೆ. ಸಚಿವರು ಹಾಗೂ ಅಧಿಕಾರಿಗಳು ವಾಸ್ತವ್ಯ ಹೂಡಲು ಸಿದ್ಧತೆ ಮಾಡಿಕೊಳ್ಳಬೇಕು. ಭದ್ರತೆ, ಸಾರಿಗೆ, ಆರೋಗ್ಯ ಮತ್ತು ಕುಡಿಯುವ ನೀರಿನ ವ್ಯವಸ್ಥೆ ಕಲ್ಪಿಸಬೇಕು. ಮಹದೇಶ್ವರ ಬೆಟ್ಟ ಪ್ರಾಧಿಕಾರದ ಕಾರ್ಯದರ್ಶಿ ಎ.ಇ.ರಘು, ಉಪವಿಭಾಗಾಧಿಕಾರಿ, ತಹಶೀಲ್ದಾರ್ ಹಾಗೂ ವಿವಿಧ ಇಲಾಖೆಯ ಅಧಿಕಾರಿಗಳು ಹಾಜರಿದ್ದರು. ಸಂಪುಟ ಸಭೆ ನಡೆಯುವ ದಿನ ಭಕ್ತಾದಿಗಳಿಗೆ ತೊಂದರೆಯಾಗದಂತೆ ಅಗತ್ಯ ಕ್ರಮ ವಹಿಸಬೇಕು. ಜನವರಿ 9, 10 ಅಥವಾ 16, 17ರಂದು ಸಭೆ ನಿಗದಿಯಾಗಲಿದೆ ಎಂದು ತಿಳಿಸಿದರು. xyxy=(191,214,551,279)
story5-text-cont3: ಜನಸಾಮಾನ್ಯರು, ವೈಚಾರಿಕತೆ, ಪ್ರಕೃತಿ ಸೌಂದರ್ಯದ ಆರಾಧನೆ ಜತೆ ವಿಶ್ವಮಾನವ ಸಂದೇಶ ಕೊಟ್ಟ ಕುವೆಂಪು, ಕನ್ನಡದ ಜನಸಾಮಾನ್ಯರಲ್ಲಿ ಆಂದೋಲನ ಮೂಡಿಸಿದ್ದಾರೆ ಎಂದು ಕಸ್ತೂರಿ ಕರ್ನಾಟಕ ಜನಪರ ವೇದಿಕೆ ರಾಜ್ಯಾಧ್ಯಕ್ಷ ರಮೇಶ್ ಗೌಡ ಹೇಳಿದರು. ನಗರದ ಕಾರ್ಯಕ್ರಮದಲ್ಲಿ ಕುವೆಂಪು ಜನ್ಮದಿನ ಆಚರಿಸಿ ಮಾತನಾಡಿದರು. ರಾಷ್ಟ್ರಕವಿ ಕುವೆಂಪು ಅವರ 120ನೇ ಜನ್ಮದಿನದ ಕಾರ್ಯಕ್ರಮದಲ್ಲಿ ವೈಚಾರಿಕತೆಯ ಮಾತು ಮಹತ್ವದ್ದು. ವಿಶ್ವಮಾನವ ಸಂದೇಶವನ್ನು ಪ್ರತಿಯೊಬ್ಬರೂ ಅಳವಡಿಸಿಕೊಳ್ಳಬೇಕು. ಕಾರ್ಯಕ್ರಮದಲ್ಲಿ ವೇದಿಕೆ ಪದಾಧಿಕಾರಿಗಳು, ಕನ್ನಡಪರ ಹೋರಾಟಗಾರರು ಹಾಗೂ ಸಾರ್ವಜನಿಕರು ಭಾಗವಹಿಸಿದ್ದರು. ಅಂದಿನ ದಿನಗಳಲ್ಲೇ ಕುವೆಂಪು ಕನ್ನಡ ಭಾಷೆಗೆ ಜ್ಞಾನಪೀಠ ಪ್ರಶಸ್ತಿ ತಂದುಕೊಟ್ಟರು. ನಾಡಿನ ಸಾಂಸ್ಕೃತಿಕ ಲೋಕಕ್ಕೆ ಅವರ ಕೊಡುಗೆ ಅಪಾರ ಎಂದು ಸ್ಮರಿಸಿದರು. xyxy=(511,570,740,682)
story3-text: ಗುಂಡ್ಲುಪೇಟೆ ತಾಲೂಕು ಮಟ್ಟದ ಪರಿಶಿಷ್ಟ ಜಾತಿ ಮತ್ತು ಪರಿಶಿಷ್ಟ ವರ್ಗಗಳ ಹಿತರಕ್ಷಣಾ ಸಮಿತಿ ಸಭೆಯನ್ನು ಜನವರಿ 4ಕ್ಕೆ ಮುಂದೂಡಲಾಗಿದೆ. ತಾಲೂಕು ಆಡಳಿತ ಸೌಧದಲ್ಲಿ ಬೆಳಿಗ್ಗೆ 11 ಗಂಟೆಗೆ ಸಭೆ ನಡೆಯಲಿದ್ದು ಸಮಿತಿ ಸದಸ್ಯರು ಹಾಗೂ ಅಧಿಕಾರಿಗಳು ಭಾಗವಹಿಸಬೇಕು ಎಂದು ತಹಶೀಲ್ದಾರ್ ಹಾಗೂ ಸಮಿತಿಯ ಅಧ್ಯಕ್ಷರು ಪ್ರಕಟಣೆಯಲ್ಲಿ ಕೋರಿದ್ದಾರೆ. xyxy=(4,630,254,667)
story3-headline: ಜ.4ಕ್ಕೆ ಗುಂಡ್ಲುಪೇಟೆ ತಾಲೂಕು ಮಟ್ಟದ ಪ.ಜಾತಿ, ಪ.ವರ್ಗಗಳ ಹಿತರಕ್ಷಣಾ ಸಮಿತಿ ಸಭೆ ಮುಂದೂಡಿಕೆ xyxy=(4,595,212,626)
divider xyxy=(4,876,740,877)
dateline: ಚಿತ್ರದುರ್ಗ: xyxy=(264,424,290,432)
sidebar-s3-text: ಸಚಿವ ಸಂಪುಟ ಸಭೆ ನಡೆಯುವ 108 ಅಡಿ ಮಹದೇಶ್ವರ ಪ್ರತಿಮೆ ಬಳಿ ಆವರಣ, 512 ಪಾದ ಗೃಹಗಳು, ದೊಡ್ಡಕೆರೆ ಮೈದಾನ ಸೇರಿದಂತೆ ಅಭಿವೃದ್ಧಿ ಕಾಮಗಾರಿಗಳನ್ನು ಜಿಲ್ಲಾಧಿಕಾರಿಗಳು ಪರಿಶೀಲಿಸಿದರು. ಕಾಮಗಾರಿಗಳನ್ನು ಶೀಘ್ರವಾಗಿ ಪೂರ್ಣಗೊಳಿಸುವಂತೆ ಸೂಚಿಸಿದರು. ಉಪವಿಭಾಗಾಧಿಕಾರಿ ಮಹೇಶ್, ತಹಶೀಲ್ದಾರ್ ಹಾಜರಿದ್ದರು. xyxy=(751,926,939,972)
story9-body-col3 xyxy=(450,1248,755,1488)
divider xyxy=(142,1190,143,1490)
story6-body-col2 xyxy=(180,1032,525,1180)
story3-body xyxy=(4,630,254,760)
story9-text-cont3: ಭೂಮಿಯಲ್ಲಿರುವ ಪ್ರಾಣಿ ಪಕ್ಷಿಗಳ ಬಗ್ಗೆ ವಿದ್ಯಾವಂತರು ಕನಿಕರ ತೋರಬೇಕು ಎಂದು ಪ್ರಾಧ್ಯಾಪಕರು ತಿಳಿಸಿದರು. ನಗರದ ಕಾಲೇಜಿನಲ್ಲಿ ಹಮ್ಮಿಕೊಂಡಿದ್ದ ಕಾರ್ಯಕ್ರಮದಲ್ಲಿ ಮಾತನಾಡಿದರು. ಪ್ರಾಣಿಗಳು ಮತ್ತು ಪಕ್ಷಿಗಳು ಪರಿಸರದ ಸಮತೋಲನ ಕಾಪಾಡುವಲ್ಲಿ ಪ್ರಮುಖ ಪಾತ್ರ ವಹಿಸುತ್ತವೆ. ಹೋಗಿ ಸಾಕಿದ್ದ ಪ್ರಾಣಿಗಳು, ಹಾವುಗಳು, ಚಿರತೆಗಳು ಮತ್ತು ಪಕ್ಷಿಗಳ ಬಗ್ಗೆ ಅರಿವು ಮೂಡಿಸುವ ಅಗತ್ಯವಿದೆ. ವಿದ್ಯಾರ್ಥಿಗಳು ಪರಿಸರ ಸಂರಕ್ಷಣೆಯಲ್ಲಿ ತೊಡಗಬೇಕು. ಕಾಡು ನಾಶದಿಂದಾಗಿ ಪ್ರಾಣಿಗಳು ನಾಡಿಗೆ ಬರುತ್ತಿವೆ. ಪ್ರತಿಯೊಬ್ಬರೂ ಜವಾಬ್ದಾರಿಯಿಂದ ವರ್ತಿಸಬೇಕು ಎಂದು ಹೇಳಿದರು. ಕಾರ್ಯಕ್ರಮದಲ್ಲಿ ಪ್ರಾಂಶುಪಾಲರು, ಉಪನ್ಯಾಸಕರು ಹಾಗೂ ವಿದ್ಯಾರ್ಥಿಗಳು ಭಾಗವಹಿಸಿದ್ದರು. xyxy=(524,1248,755,1351)
story1-photo xyxy=(191,106,551,210)
right-sidebar xyxy=(745,60,945,1185)
story4-headline: ವೃದ್ಧ ಸುಳಿವಿಗೆ ಸಹಕರಿಸಲು ಮನವಿ xyxy=(57,768,201,783)
story5-text: ಜನಸಾಮಾನ್ಯರು, ವೈಚಾರಿಕತೆ, ಪ್ರಕೃತಿ ಸೌಂದರ್ಯದ ಆರಾಧನೆ ಜತೆ ವಿಶ್ವಮಾನವ ಸಂದೇಶ ಕೊಟ್ಟ ಕುವೆಂಪು, ಕನ್ನಡದ ಜನಸಾಮಾನ್ಯರಲ್ಲಿ ಆಂದೋಲನ ಮೂಡಿಸಿದ್ದಾರೆ ಎಂದು ಕಸ್ತೂರಿ ಕರ್ನಾಟಕ ಜನಪರ ವೇದಿಕೆ ರಾಜ್ಯಾಧ್ಯಕ್ಷ ರಮೇಶ್ ಗೌಡ ಹೇಳಿದರು. ನಗರದ ಕಾರ್ಯಕ್ರಮದಲ್ಲಿ ಕುವೆಂಪು ಜನ್ಮದಿನ ಆಚರಿಸಿ ಮಾತನಾಡಿದರು. ರಾಷ್ಟ್ರಕವಿ ಕುವೆಂಪು ಅವರ 120ನೇ ಜನ್ಮದಿನದ ಕಾರ್ಯಕ್ರಮದಲ್ಲಿ ವೈಚಾರಿಕತೆಯ ಮಾತು ಮಹತ್ವದ್ದು. ವಿಶ್ವಮಾನವ ಸಂದೇಶವನ್ನು ಪ್ರತಿಯೊಬ್ಬರೂ ಅಳವಡಿಸಿಕೊಳ್ಳಬೇಕು. ಕಾರ್ಯಕ್ರಮದಲ್ಲಿ ವೇದಿಕೆ ಪದಾಧಿಕಾರಿಗಳು, ಕನ್ನಡಪರ ಹೋರಾಟಗಾರರು ಹಾಗೂ ಸಾರ್ವಜನಿಕರು ಭಾಗವಹಿಸಿದ್ದರು. ಅಂದಿನ ದಿನಗಳಲ್ಲೇ ಕುವೆಂಪು ಕನ್ನಡ ಭಾಷೆಗೆ ಜ್ಞಾನಪೀಠ ಪ್ರಶಸ್ತಿ ತಂದುಕೊಟ್ಟರು. ನಾಡಿನ ಸಾಂಸ್ಕೃತಿಕ ಲೋಕಕ್ಕೆ ಅವರ ಕೊಡುಗೆ ಅಪಾರ ಎಂದು ಸ್ಮರಿಸಿದರು. xyxy=(264,424,420,536)
sidebar-s3-body xyxy=(751,926,939,973)
dateline: ಬೆಂಗಳೂರು: xyxy=(751,105,780,113)
sidebar-bottom-text: ಕರ್ನಾಟಕ ರಾಜ್ಯ ಅಭಿವೃದ್ಧಿ ನಿಗಮದ ನಿಯಮಿತ ವತಿಯಿಂದ, ಹಾಗೂ ಸಮಾಜ ಕಲ್ಯಾಣ ಇಲಾಖೆಯ ಇಂದಿರಾಗಾಂಧಿ ವೃತ್ತಿ ತರಬೇತಿ ಕೇಂದ್ರ, ಬೆಂಗಳೂರು ಇವರ ಸಹಯೋಗದೊಂದಿಗೆ ಉದ್ಯಮಶೀಲತಾ ತರಬೇತಿ ಕಾರ್ಯಾಗಾರ ಆಯೋಜಿಸಲಾಗಿದೆ. ಆಸಕ್ತರು banjarathanda.Karnataka.gov.in ನಲ್ಲಿ ನೋಂದಾಯಿಸಬಹುದು. ಮಾಹಿತಿಗೆ ಮೊ.ಸಂ: 8123590234, 9606443843, 9606443844 ಸಂಪರ್ಕಿಸಬಹುದು ಎಂದು ನಿಗಮದ ವ್ಯವಸ್ಥಾಪಕ ನಿರ್ದೇಶಕರು ತಿಳಿಸಿದ್ದಾರೆ. xyxy=(768,1216,943,1281)
sidebar-s2-body xyxy=(751,672,939,902)
story9-body-col1 xyxy=(148,1248,296,1488)
sidebar-bottom-body xyxy=(768,1216,943,1488)
